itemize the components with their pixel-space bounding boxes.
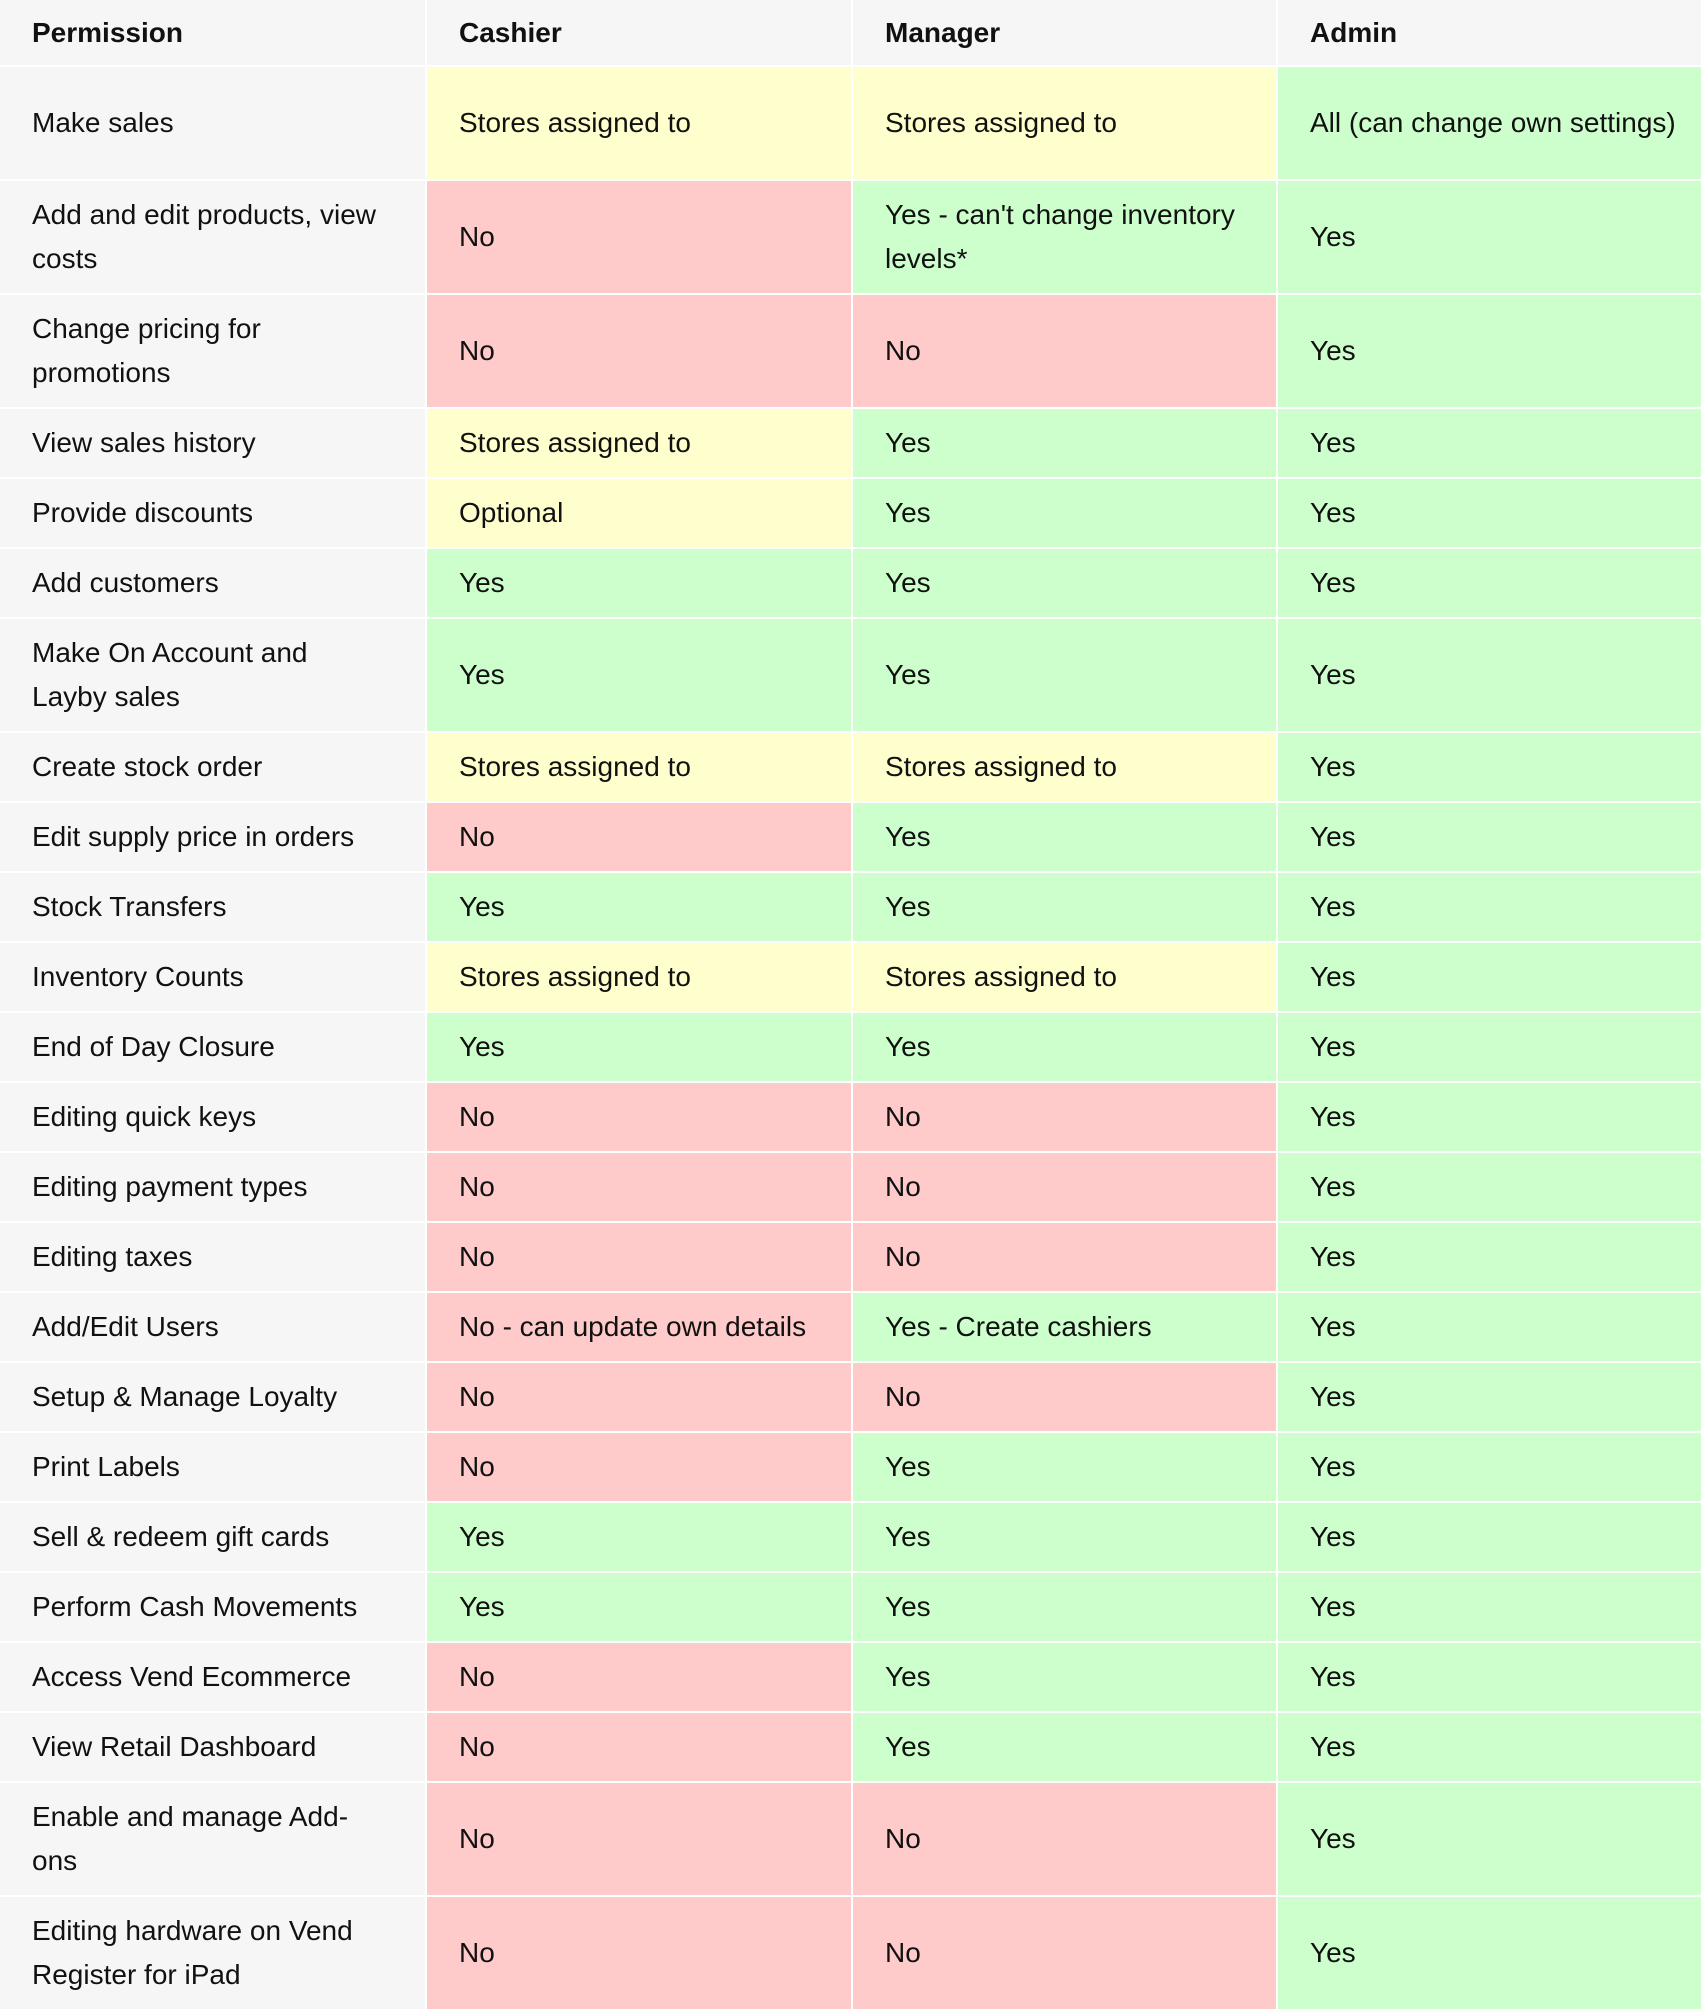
cashier-cell: No: [426, 1362, 852, 1432]
cashier-cell: No: [426, 1082, 852, 1152]
table-row: [0, 1292, 1702, 1362]
admin-cell: All (can change own settings): [1277, 66, 1702, 180]
cashier-cell: Stores assigned to: [426, 66, 852, 180]
table-row: [0, 548, 1702, 618]
table-row: [0, 1712, 1702, 1782]
permission-cell: Access Vend Ecommerce: [0, 1642, 426, 1712]
header-manager: Manager: [852, 0, 1277, 66]
table-row: [0, 618, 1702, 732]
table-row: [0, 1012, 1702, 1082]
admin-cell: Yes: [1277, 180, 1702, 294]
permission-cell: Edit supply price in orders: [0, 802, 426, 872]
permission-cell: Editing hardware on Vend Register for iPad: [0, 1896, 426, 2010]
table-row: [0, 942, 1702, 1012]
table-row: [0, 1896, 1702, 2010]
header-cashier: Cashier: [426, 0, 852, 66]
permission-cell: View sales history: [0, 408, 426, 478]
manager-cell: No: [852, 1896, 1277, 2010]
table-row: [0, 478, 1702, 548]
admin-cell: Yes: [1277, 732, 1702, 802]
table-row: [0, 1432, 1702, 1502]
permission-cell: Perform Cash Movements: [0, 1572, 426, 1642]
cashier-cell: No: [426, 1782, 852, 1896]
admin-cell: Yes: [1277, 1712, 1702, 1782]
admin-cell: Yes: [1277, 1432, 1702, 1502]
permission-cell: Print Labels: [0, 1432, 426, 1502]
permission-cell: Enable and manage Add-ons: [0, 1782, 426, 1896]
cashier-cell: Yes: [426, 548, 852, 618]
permission-cell: Add and edit products, view costs: [0, 180, 426, 294]
permission-cell: Editing taxes: [0, 1222, 426, 1292]
cashier-cell: Stores assigned to: [426, 732, 852, 802]
cashier-cell: Yes: [426, 618, 852, 732]
manager-cell: No: [852, 294, 1277, 408]
manager-cell: Yes: [852, 548, 1277, 618]
admin-cell: Yes: [1277, 478, 1702, 548]
cashier-cell: No: [426, 1152, 852, 1222]
cashier-cell: Stores assigned to: [426, 942, 852, 1012]
cashier-cell: Yes: [426, 1502, 852, 1572]
manager-cell: Yes: [852, 1012, 1277, 1082]
admin-cell: Yes: [1277, 618, 1702, 732]
cashier-cell: Yes: [426, 1012, 852, 1082]
table-row: [0, 1082, 1702, 1152]
cashier-cell: No: [426, 180, 852, 294]
permission-cell: Add customers: [0, 548, 426, 618]
manager-cell: Stores assigned to: [852, 732, 1277, 802]
header-permission: Permission: [0, 0, 426, 66]
permission-cell: Change pricing for promotions: [0, 294, 426, 408]
cashier-cell: No: [426, 294, 852, 408]
cashier-cell: No: [426, 1222, 852, 1292]
manager-cell: Yes - Create cashiers: [852, 1292, 1277, 1362]
admin-cell: Yes: [1277, 942, 1702, 1012]
table-header: [0, 0, 1702, 66]
permission-cell: Provide discounts: [0, 478, 426, 548]
permission-cell: Editing quick keys: [0, 1082, 426, 1152]
manager-cell: Yes: [852, 1712, 1277, 1782]
header-row: [0, 0, 1702, 66]
table-row: [0, 66, 1702, 180]
manager-cell: Yes: [852, 478, 1277, 548]
permission-cell: Stock Transfers: [0, 872, 426, 942]
admin-cell: Yes: [1277, 802, 1702, 872]
permission-cell: Make sales: [0, 66, 426, 180]
manager-cell: Yes: [852, 1432, 1277, 1502]
admin-cell: Yes: [1277, 1362, 1702, 1432]
table-row: [0, 408, 1702, 478]
manager-cell: No: [852, 1362, 1277, 1432]
manager-cell: Yes: [852, 872, 1277, 942]
cashier-cell: No: [426, 802, 852, 872]
admin-cell: Yes: [1277, 1896, 1702, 2010]
manager-cell: Yes - can't change inventory levels*: [852, 180, 1277, 294]
cashier-cell: Yes: [426, 872, 852, 942]
manager-cell: Yes: [852, 802, 1277, 872]
admin-cell: Yes: [1277, 294, 1702, 408]
manager-cell: Yes: [852, 1502, 1277, 1572]
cashier-cell: Stores assigned to: [426, 408, 852, 478]
permission-cell: End of Day Closure: [0, 1012, 426, 1082]
manager-cell: Stores assigned to: [852, 942, 1277, 1012]
permission-cell: Inventory Counts: [0, 942, 426, 1012]
admin-cell: Yes: [1277, 1502, 1702, 1572]
cashier-cell: Yes: [426, 1572, 852, 1642]
manager-cell: No: [852, 1152, 1277, 1222]
manager-cell: Stores assigned to: [852, 66, 1277, 180]
manager-cell: No: [852, 1082, 1277, 1152]
admin-cell: Yes: [1277, 1572, 1702, 1642]
admin-cell: Yes: [1277, 1152, 1702, 1222]
admin-cell: Yes: [1277, 1642, 1702, 1712]
table-row: [0, 1502, 1702, 1572]
table-row: [0, 732, 1702, 802]
permission-cell: Setup & Manage Loyalty: [0, 1362, 426, 1432]
cashier-cell: No: [426, 1432, 852, 1502]
table-row: [0, 872, 1702, 942]
table-row: [0, 1572, 1702, 1642]
table-row: [0, 1782, 1702, 1896]
table-row: [0, 1642, 1702, 1712]
cashier-cell: No: [426, 1642, 852, 1712]
manager-cell: No: [852, 1782, 1277, 1896]
table-row: [0, 802, 1702, 872]
table-row: [0, 1222, 1702, 1292]
table-body: [0, 66, 1702, 2010]
manager-cell: Yes: [852, 618, 1277, 732]
table-row: [0, 1152, 1702, 1222]
permission-cell: Make On Account and Layby sales: [0, 618, 426, 732]
table-row: [0, 1362, 1702, 1432]
manager-cell: Yes: [852, 1572, 1277, 1642]
admin-cell: Yes: [1277, 1782, 1702, 1896]
permission-cell: Editing payment types: [0, 1152, 426, 1222]
cashier-cell: Optional: [426, 478, 852, 548]
cashier-cell: No: [426, 1712, 852, 1782]
table-row: [0, 180, 1702, 294]
permission-cell: Create stock order: [0, 732, 426, 802]
admin-cell: Yes: [1277, 1082, 1702, 1152]
admin-cell: Yes: [1277, 872, 1702, 942]
admin-cell: Yes: [1277, 1222, 1702, 1292]
admin-cell: Yes: [1277, 1292, 1702, 1362]
manager-cell: No: [852, 1222, 1277, 1292]
manager-cell: Yes: [852, 408, 1277, 478]
admin-cell: Yes: [1277, 548, 1702, 618]
cashier-cell: No - can update own details: [426, 1292, 852, 1362]
admin-cell: Yes: [1277, 1012, 1702, 1082]
manager-cell: Yes: [852, 1642, 1277, 1712]
permission-cell: Sell & redeem gift cards: [0, 1502, 426, 1572]
header-admin: Admin: [1277, 0, 1702, 66]
cashier-cell: No: [426, 1896, 852, 2010]
permission-cell: View Retail Dashboard: [0, 1712, 426, 1782]
table-row: [0, 294, 1702, 408]
admin-cell: Yes: [1277, 408, 1702, 478]
permission-cell: Add/Edit Users: [0, 1292, 426, 1362]
